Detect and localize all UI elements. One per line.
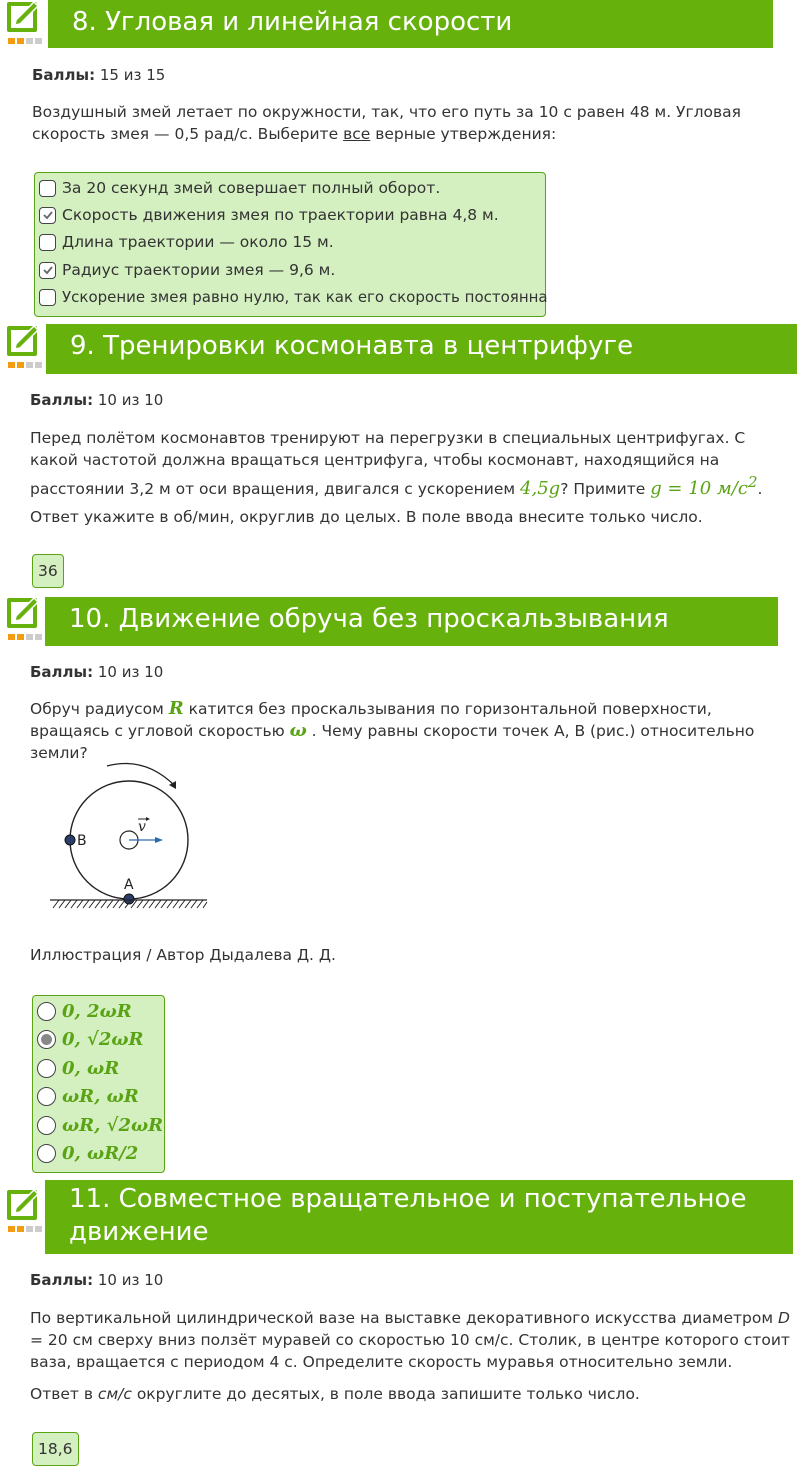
option-label: Скорость движения змея по траектории равна 4,8 м. [62, 206, 499, 224]
question-text-part: верные утверждения: [370, 125, 557, 143]
math-formula: 4,5g [520, 478, 561, 499]
option-label: Длина траектории — около 15 м. [62, 233, 334, 251]
question-9 [0, 324, 797, 592]
question-title-line: движение [69, 1217, 209, 1247]
question-title: 8. Угловая и линейная скорости [48, 0, 773, 48]
checkmark-icon [42, 209, 54, 221]
checkbox-option[interactable] [39, 284, 548, 310]
question-text-part: По вертикальной цилиндрической вазе на выставке декоративного искусства диаметром [30, 1309, 779, 1327]
question-11 [0, 1180, 797, 1470]
velocity-arrowhead-icon [155, 837, 163, 843]
edit-task-icon [4, 1188, 44, 1234]
score [30, 663, 163, 681]
option-label: 0, 2ωR [62, 1001, 132, 1022]
radio-dot [41, 1034, 52, 1045]
radio-button-selected[interactable] [37, 1030, 56, 1049]
math-D: D [778, 1309, 790, 1327]
point-b [65, 835, 75, 845]
question-text [30, 1307, 790, 1373]
question-text-part: = 20 см сверху вниз ползёт муравей со скоростью 10 см/с. Столик, в центре которого стоит ваза, вращается с периодом 4 с. Определите скорость муравья относительно земли. [30, 1331, 790, 1371]
checkbox[interactable] [39, 180, 56, 197]
score-label: Баллы: [30, 391, 94, 409]
radio-button[interactable] [37, 1144, 56, 1163]
radio-option[interactable] [37, 1112, 163, 1139]
checkbox-option[interactable] [39, 202, 499, 228]
question-title: 10. Движение обруча без проскальзывания [45, 597, 778, 646]
radio-button[interactable] [37, 1116, 56, 1135]
checkbox-checked[interactable] [39, 207, 56, 224]
question-text [30, 427, 792, 500]
question-text-part: Воздушный змей летает по окружности, так, что его путь за 10 с равен 48 м. Угловая скорость змея — 0,5 рад/с. Выберите [32, 103, 741, 143]
question-text-part: Перед полётом космонавтов тренируют на перегрузки в специальных центрифугах. С какой частотой должна вращаться центрифуга, чтобы космонавт, находящийся на расстоянии 3,2 м от оси вращения, двигался с ускорением [30, 429, 746, 498]
math-omega: ω [289, 720, 307, 741]
underlined-word: все [343, 125, 371, 143]
score-value: 10 из 10 [97, 1271, 164, 1289]
score [30, 391, 163, 409]
checkbox-checked[interactable] [39, 262, 56, 279]
radio-button[interactable] [37, 1087, 56, 1106]
edit-task-icon [4, 596, 44, 642]
instruction-part: округлите до десятых, в поле ввода запишите только число. [131, 1385, 640, 1403]
math-superscript: 2 [747, 473, 758, 491]
checkmark-icon [42, 264, 54, 276]
question-text-part: Обруч радиусом [30, 700, 169, 718]
score-value: 10 из 10 [97, 391, 164, 409]
instruction-part: Ответ в [30, 1385, 98, 1403]
score-value: 10 из 10 [97, 663, 164, 681]
option-label: 0, √2ωR [62, 1029, 144, 1050]
checkbox-option[interactable] [39, 257, 335, 283]
answer-field[interactable]: 18,6 [32, 1432, 79, 1466]
question-title-line: 11. Совместное вращательное и поступательное [69, 1184, 747, 1214]
score-label: Баллы: [30, 663, 94, 681]
question-title [45, 1180, 793, 1254]
answer-instruction [30, 1383, 790, 1405]
figure-caption: Иллюстрация / Автор Дыдалева Д. Д. [30, 946, 336, 964]
question-text [30, 698, 792, 764]
option-label: За 20 секунд змей совершает полный оборот. [62, 179, 441, 197]
math-formula [650, 473, 758, 499]
question-text-part: . Чему равны скорости точек А, В (рис.) относительно земли? [30, 722, 755, 762]
radio-option[interactable] [37, 1140, 138, 1167]
radio-button[interactable] [37, 1002, 56, 1021]
score [30, 1271, 163, 1289]
instruction-unit: см/с [97, 1385, 132, 1403]
radio-option[interactable] [37, 1055, 119, 1082]
option-label: 0, ωR/2 [62, 1143, 139, 1164]
radio-button[interactable] [37, 1059, 56, 1078]
point-b-label: B [77, 833, 87, 849]
option-label: 0, ωR [62, 1058, 120, 1079]
score [32, 66, 165, 84]
question-text [32, 101, 777, 145]
answer-field[interactable]: 36 [32, 554, 64, 588]
question-8 [0, 0, 797, 318]
score-label: Баллы: [32, 66, 96, 84]
option-label: ωR, ωR [62, 1086, 139, 1107]
question-text-part: . [757, 480, 763, 498]
checkbox-option[interactable] [39, 229, 334, 255]
radio-option[interactable] [37, 1026, 144, 1053]
vector-bar-arrow-icon [146, 817, 150, 821]
checkbox-option[interactable] [39, 175, 440, 201]
checkbox[interactable] [39, 234, 56, 251]
hoop-diagram [45, 756, 215, 916]
math-formula-text: g = 10 м/с [650, 478, 748, 499]
edit-task-icon [4, 0, 44, 46]
option-label: Ускорение змея равно нулю, так как его скорость постоянна [62, 288, 548, 306]
question-10 [0, 596, 797, 1174]
options-box [34, 172, 546, 317]
question-title: 9. Тренировки космонавта в центрифуге [46, 324, 797, 374]
checkbox[interactable] [39, 289, 56, 306]
velocity-label: v [138, 819, 146, 835]
hoop-figure [45, 756, 215, 916]
question-text-part: катится без проскальзывания по горизонтальной поверхности, вращаясь с угловой скоростью [30, 700, 712, 740]
edit-task-icon [4, 324, 44, 370]
point-a-label: A [124, 877, 134, 893]
math-R: R [168, 698, 184, 719]
option-label: ωR, √2ωR [62, 1115, 164, 1136]
score-value: 15 из 15 [99, 66, 166, 84]
radio-option[interactable] [37, 998, 132, 1025]
options-box [32, 995, 165, 1173]
answer-instruction: Ответ укажите в об/мин, округлив до целых. В поле ввода внесите только число. [30, 508, 703, 526]
radio-option[interactable] [37, 1083, 139, 1110]
question-text-part: ? Примите [560, 480, 651, 498]
score-label: Баллы: [30, 1271, 94, 1289]
option-label: Радиус траектории змея — 9,6 м. [62, 261, 336, 279]
